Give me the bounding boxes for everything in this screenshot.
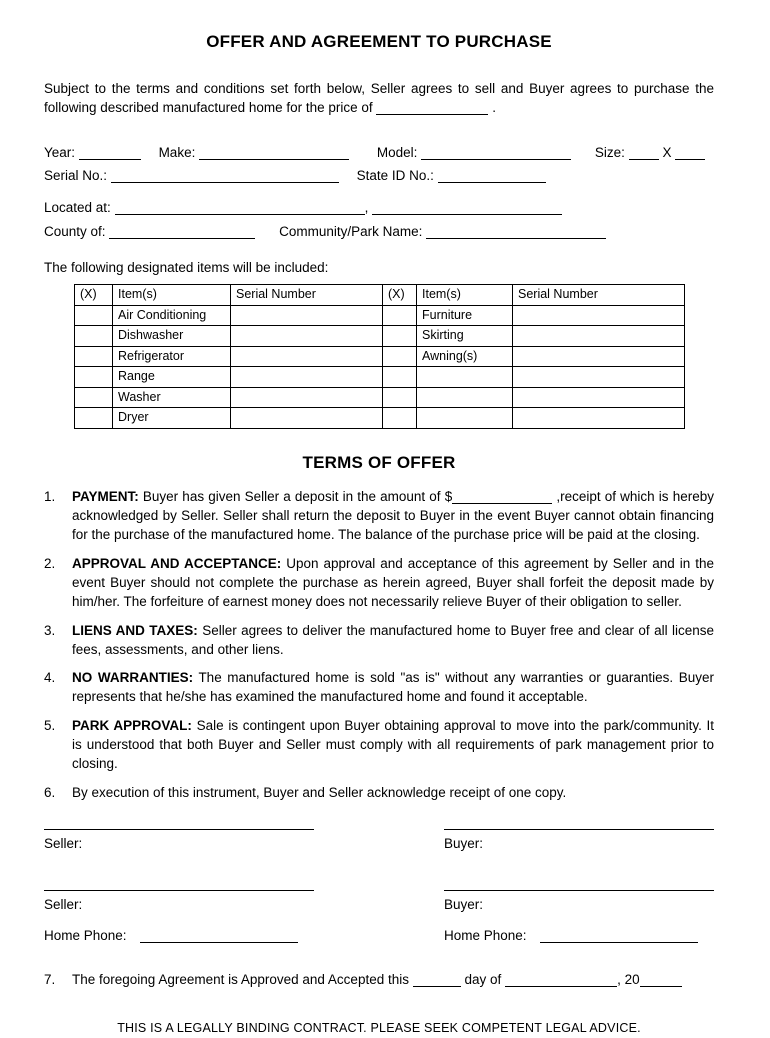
buyer-home-phone-blank[interactable] <box>540 929 698 943</box>
table-row <box>75 326 685 347</box>
header-serial-right: Serial Number <box>513 285 685 306</box>
term-text: Seller agrees to deliver the manufactured home to Buyer free and clear of all license fees, assessments, and other liens. <box>72 622 714 657</box>
check-cell[interactable] <box>383 326 417 347</box>
term-number: 3. <box>44 622 56 638</box>
located-at-blank[interactable] <box>115 201 365 215</box>
size-length-blank[interactable] <box>675 146 705 160</box>
term-text: Buyer has given Seller a deposit in the amount of <box>142 489 441 505</box>
check-cell[interactable] <box>383 408 417 429</box>
buyer-label: Buyer: <box>444 835 484 851</box>
header-serial-left: Serial Number <box>231 285 383 306</box>
item-label-cell[interactable] <box>417 408 513 429</box>
serial-number-cell[interactable] <box>231 387 383 408</box>
serial-number-cell[interactable] <box>231 326 383 347</box>
term-text: Sale is contingent upon Buyer obtaining approval to move into the park/community. It is understood that both Buyer and Seller must comply with all requirements of park management prior to closing. <box>72 718 714 772</box>
buyer-signature-block <box>444 829 714 946</box>
terms-of-offer-heading: TERMS OF OFFER <box>302 452 456 472</box>
make-label: Make: <box>158 144 196 160</box>
buyer-label: Buyer: <box>444 896 484 912</box>
serial-number-cell[interactable] <box>513 408 685 429</box>
term-number: 1. <box>44 489 56 505</box>
serial-number-cell[interactable] <box>231 367 383 388</box>
term-number: 2. <box>44 556 56 571</box>
item-label-cell[interactable] <box>417 367 513 388</box>
home-description-row-1 <box>44 144 714 163</box>
table-header-row <box>75 285 685 306</box>
serial-number-cell[interactable] <box>231 346 383 367</box>
term-text: ,receipt of which is hereby acknowledged by Seller. Seller shall return the deposit to Buyer in the event Buyer cannot obtain financing for the purchase of the manufactured home. The balance of the purchase price will be paid at the closing. <box>72 489 714 543</box>
price-blank[interactable] <box>376 101 488 115</box>
term-label: LIENS AND TAXES: <box>72 622 198 638</box>
term-approval-acceptance <box>44 555 714 612</box>
approval-date-clause <box>44 971 714 990</box>
item-label-cell[interactable] <box>417 387 513 408</box>
included-items-intro: The following designated items will be included: <box>44 260 329 276</box>
intro-paragraph <box>44 80 714 118</box>
legal-notice: THIS IS A LEGALLY BINDING CONTRACT. PLEASE SEEK COMPETENT LEGAL ADVICE. <box>117 1021 641 1036</box>
check-cell[interactable] <box>75 305 113 326</box>
approval-year-blank[interactable] <box>640 973 682 987</box>
approval-day-blank[interactable] <box>413 973 461 987</box>
term-label: NO WARRANTIES: <box>72 670 194 686</box>
page-title: OFFER AND AGREEMENT TO PURCHASE <box>206 32 552 51</box>
term-label: APPROVAL AND ACCEPTANCE: <box>72 556 282 571</box>
currency-symbol: $ <box>444 489 453 505</box>
approval-text: day of <box>464 972 502 988</box>
intro-text: Subject to the terms and conditions set forth below, Seller agrees to sell and Buyer agrees to purchase the following described manufactured home for the price of <box>44 80 714 115</box>
term-payment <box>44 488 714 545</box>
deposit-amount-blank[interactable] <box>452 490 552 504</box>
approval-text: , 20 <box>617 972 640 988</box>
serial-number-cell[interactable] <box>513 305 685 326</box>
county-blank[interactable] <box>109 225 255 239</box>
table-row <box>75 305 685 326</box>
table-row <box>75 367 685 388</box>
home-description-row-2 <box>44 167 714 186</box>
seller-label: Seller: <box>44 835 83 851</box>
term-number: 6. <box>44 784 56 800</box>
term-number: 7. <box>44 972 56 988</box>
header-item-right: Item(s) <box>417 285 513 306</box>
home-phone-label: Home Phone: <box>44 927 127 943</box>
table-row <box>75 387 685 408</box>
community-park-label: Community/Park Name: <box>279 224 423 240</box>
serial-number-cell[interactable] <box>231 305 383 326</box>
size-width-blank[interactable] <box>629 146 659 160</box>
located-at-blank-2[interactable] <box>372 201 562 215</box>
year-blank[interactable] <box>79 146 141 160</box>
serial-number-cell[interactable] <box>513 346 685 367</box>
year-label: Year: <box>44 144 76 160</box>
header-check-left: (X) <box>75 285 113 306</box>
home-phone-label: Home Phone: <box>444 927 527 943</box>
serial-no-blank[interactable] <box>111 169 339 183</box>
check-cell[interactable] <box>383 387 417 408</box>
make-blank[interactable] <box>199 146 349 160</box>
signature-section <box>44 829 714 946</box>
buyer-signature-line-2[interactable] <box>444 890 714 891</box>
seller-label: Seller: <box>44 896 83 912</box>
size-x-label: X <box>662 144 672 160</box>
community-park-blank[interactable] <box>426 225 606 239</box>
item-label-cell: Washer <box>113 387 231 408</box>
seller-signature-block <box>44 829 314 946</box>
check-cell[interactable] <box>75 346 113 367</box>
state-id-label: State ID No.: <box>356 168 434 184</box>
check-cell[interactable] <box>383 367 417 388</box>
approval-text: The foregoing Agreement is Approved and Accepted this <box>72 972 409 988</box>
serial-no-label: Serial No.: <box>44 168 108 184</box>
state-id-blank[interactable] <box>438 169 546 183</box>
size-label: Size: <box>594 144 625 160</box>
table-row <box>75 346 685 367</box>
term-number: 5. <box>44 718 56 734</box>
serial-number-cell[interactable] <box>231 408 383 429</box>
intro-period: . <box>492 99 496 115</box>
header-check-right: (X) <box>383 285 417 306</box>
county-label: County of: <box>44 224 106 240</box>
header-item-left: Item(s) <box>113 285 231 306</box>
buyer-signature-line-1[interactable] <box>444 829 714 830</box>
term-label: PAYMENT: <box>72 489 139 505</box>
serial-number-cell[interactable] <box>513 326 685 347</box>
term-text: Upon approval and acceptance of this agreement by Seller and in the event Buyer should not complete the purchase as herein agreed, Buyer shall forfeit the deposit made by him/her. The forfeiture of earnest money does not necessarily relieve Buyer of their obligation to seller. <box>72 556 714 609</box>
included-items-table <box>74 284 685 429</box>
item-label-cell: Furniture <box>417 305 513 326</box>
check-cell[interactable] <box>75 387 113 408</box>
table-row <box>75 408 685 429</box>
item-label-cell: Dishwasher <box>113 326 231 347</box>
model-label: Model: <box>376 144 418 160</box>
term-text: By execution of this instrument, Buyer and Seller acknowledge receipt of one copy. <box>72 784 567 800</box>
term-park-approval <box>44 717 714 774</box>
item-label-cell: Dryer <box>113 408 231 429</box>
item-label-cell: Skirting <box>417 326 513 347</box>
located-at-label: Located at: <box>44 200 111 216</box>
seller-signature-line-1[interactable] <box>44 829 314 830</box>
approval-month-blank[interactable] <box>505 973 617 987</box>
model-blank[interactable] <box>421 146 571 160</box>
location-row-2 <box>44 223 714 242</box>
seller-signature-line-2[interactable] <box>44 890 314 891</box>
check-cell[interactable] <box>383 305 417 326</box>
check-cell[interactable] <box>75 367 113 388</box>
item-label-cell: Refrigerator <box>113 346 231 367</box>
term-receipt-of-copy <box>44 784 714 803</box>
location-row-1 <box>44 199 714 218</box>
check-cell[interactable] <box>75 408 113 429</box>
item-label-cell: Air Conditioning <box>113 305 231 326</box>
check-cell[interactable] <box>383 346 417 367</box>
item-label-cell: Range <box>113 367 231 388</box>
term-no-warranties <box>44 669 714 707</box>
located-comma: , <box>364 200 369 216</box>
term-label: PARK APPROVAL: <box>72 718 192 734</box>
check-cell[interactable] <box>75 326 113 347</box>
item-label-cell: Awning(s) <box>417 346 513 367</box>
term-liens-taxes <box>44 622 714 660</box>
seller-home-phone-blank[interactable] <box>140 929 298 943</box>
term-text: The manufactured home is sold "as is" without any warranties or guaranties. Buyer represents that he/she has examined the manufactured home and found it acceptable. <box>72 670 715 705</box>
serial-number-cell[interactable] <box>513 367 685 388</box>
serial-number-cell[interactable] <box>513 387 685 408</box>
term-number: 4. <box>44 670 56 686</box>
